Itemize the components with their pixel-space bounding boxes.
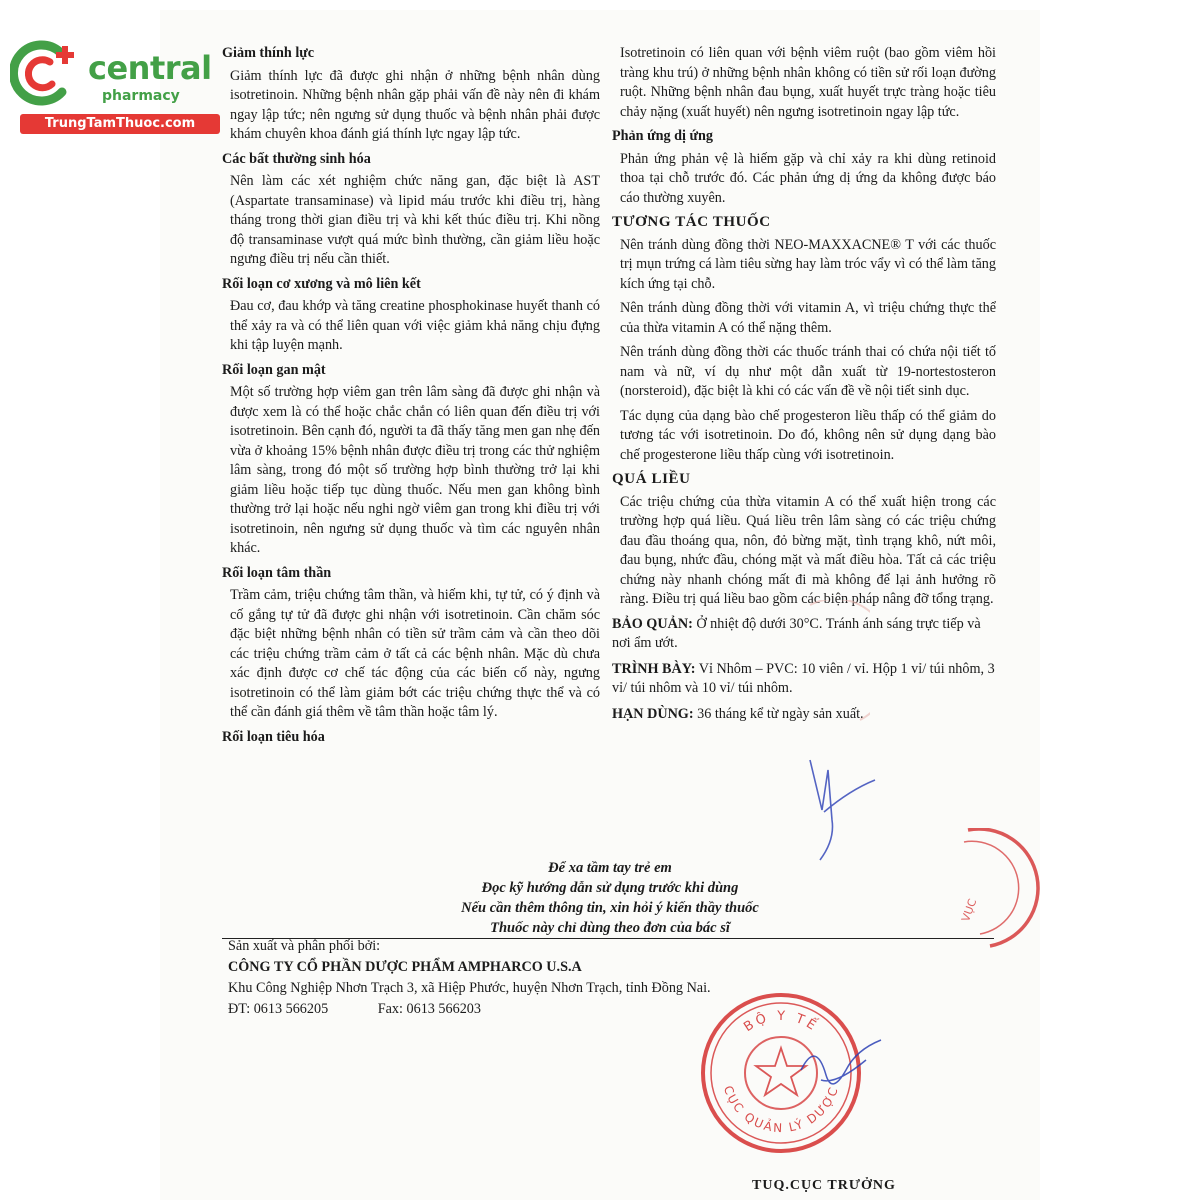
notice-line: Đọc kỹ hướng dẫn sử dụng trước khi dùng: [481, 880, 739, 896]
partial-stamp-text: VỤC: [959, 897, 980, 924]
logo-brand: central: [88, 49, 212, 87]
section-heading: Phản ứng dị ứng: [612, 128, 714, 144]
section-body: Một số trường hợp viêm gan trên lâm sàng đã được ghi nhận và được xem là có thể hoặc chắc chắn có liên quan đến điều trị với isotretinoin. Bên cạnh đó, người ta đã thấy tăng men gan nhẹ đến vừa ở khoảng 15% bệnh nhân được điều trị trong các thử nghiệm lâm sàng, trong đó một số trường hợp bình thường trở lại khi giảm liều hoặc tiếp tục dùng thuốc. Nếu men gan không bình thường trở lại hoặc nếu nghi ngờ viêm gan trong khi điều trị với isotretinoin, nên ngưng sử dụng thuốc và tìm các nguyên nhân khác.: [230, 384, 600, 556]
warning-notice: [222, 858, 998, 938]
manufacturer-phone: ĐT: 0613 566205: [228, 1001, 329, 1017]
section-body: Giảm thính lực đã được ghi nhận ở những bệnh nhân dùng isotretinoin. Những bệnh nhân gặp phải vấn đề này nên đi khám ngay lập tức; nên ngưng sử dụng thuốc và bệnh nhân phải được khám chuyên khoa đánh giá thính lực ngay lập tức.: [230, 67, 600, 142]
section-heading: Rối loạn cơ xương và mô liên kết: [222, 275, 421, 292]
manufacturer-fax: Fax: 0613 566203: [377, 1001, 481, 1017]
section-body: Phản ứng phản vệ là hiếm gặp và chỉ xảy ra khi dùng retinoid thoa tại chỗ trước đó. Các phản ứng dị ứng da không được báo cáo thường xuyên.: [620, 150, 996, 206]
notice-line: Thuốc này chỉ dùng theo đơn của bác sĩ: [490, 920, 730, 936]
stamp-signature-icon: [796, 1030, 886, 1100]
interactions-heading: TƯƠNG TÁC THUỐC: [612, 214, 771, 230]
logo-mark-icon: [10, 38, 80, 108]
section-heading: Rối loạn tiêu hóa: [222, 728, 325, 745]
partial-stamp-icon: [938, 828, 1058, 948]
interaction-paragraph: Nên tránh dùng đồng thời các thuốc tránh thai có chứa nội tiết tố nam và nữ, ví dụ như một dẫn xuất từ 19-nortestosteron (norsteroid), đặc biệt là khi có các vấn đề về nội tiết sinh dục.: [620, 344, 996, 399]
stamp-bottom-text: CỤC QUẢN LÝ DƯỢC: [720, 1083, 842, 1136]
presentation-label: TRÌNH BÀY:: [612, 660, 696, 677]
manufacturer-company: CÔNG TY CỔ PHẦN DƯỢC PHẨM AMPHARCO U.S.A: [228, 959, 582, 975]
section-heading: Rối loạn tâm thần: [222, 564, 332, 581]
section-heading: Giảm thính lực: [222, 45, 315, 61]
faint-stamp-mark-icon: [800, 600, 870, 730]
section-heading: Rối loạn gan mật: [222, 361, 326, 378]
section-body: Trầm cảm, triệu chứng tâm thần, và hiếm khi, tự tử, có ý định và cố gắng tự tử đã được ghi nhận với isotretinoin. Cần chăm sóc đặc biệt những bệnh nhân có tiền sử trầm cảm và cần theo dõi các triệu chứng trầm cảm ở tất cả các bệnh nhân. Mặc dù chưa xác định được cơ chế tác động của các biến cố này, ngưng isotretinoin có thể làm giảm bớt các triệu chứng thực thể và có thể cần đánh giá thêm về tâm thần hoặc tâm lý.: [230, 587, 600, 720]
storage-label: BẢO QUẢN:: [612, 615, 693, 632]
manufacturer-label: Sản xuất và phân phối bởi:: [228, 938, 381, 954]
presentation-text: Vỉ Nhôm – PVC: 10 viên / vỉ. Hộp 1 vỉ/ túi nhôm, 3 vỉ/ túi nhôm và 10 vỉ/ túi nhôm.: [612, 660, 995, 696]
stamp-top-text: BỘ Y TẾ: [741, 1008, 821, 1036]
section-body: Nên làm các xét nghiệm chức năng gan, đặc biệt là AST (Aspartate transaminase) và lipid máu trước khi điều trị, hàng tháng trong thời gian điều trị và khi kết thúc điều trị. Khi nồng độ transaminase vượt quá mức bình thường, cần giảm liều hoặc ngưng điều trị nếu cần thiết.: [230, 173, 600, 267]
manufacturer-address: Khu Công Nghiệp Nhơn Trạch 3, xã Hiệp Phước, huyện Nhơn Trạch, tỉnh Đồng Nai.: [228, 980, 711, 996]
central-pharmacy-logo[interactable]: [10, 38, 215, 138]
interaction-paragraph: Tác dụng của dạng bào chế progesteron liều thấp có thể giảm do tương tác với isotretinoin. Do đó, không nên sử dụng dạng bào chế progesterone liều thấp cùng với isotretinoin.: [620, 407, 996, 463]
expiry-label: HẠN DÙNG:: [612, 705, 694, 722]
left-column: [222, 44, 600, 750]
footer-cut-text: TUQ.CỤC TRƯỞNG: [752, 1178, 896, 1193]
section-body: Isotretinoin có liên quan với bệnh viêm ruột (bao gồm viêm hồi tràng khu trú) ở những bệnh nhân không có tiền sử rối loạn đường ruột. Những bệnh nhân đau bụng, xuất huyết trực tràng hoặc tiêu chảy nặng (xuất huyết) nên ngưng isotretinoin ngay lập tức.: [620, 45, 996, 120]
section-body: Đau cơ, đau khớp và tăng creatine phosphokinase huyết thanh có thể xảy ra và có thể liên quan với việc giảm khả năng chịu đựng khi tập luyện mạnh.: [230, 298, 600, 353]
logo-website[interactable]: TrungTamThuoc.com: [20, 114, 220, 134]
notice-line: Để xa tầm tay trẻ em: [548, 860, 672, 876]
notice-line: Nếu cần thêm thông tin, xin hỏi ý kiến thầy thuốc: [461, 900, 759, 916]
overdose-heading: QUÁ LIỀU: [612, 471, 691, 487]
section-heading: Các bất thường sinh hóa: [222, 150, 371, 167]
interaction-paragraph: Nên tránh dùng đồng thời NEO-MAXXACNE® T với các thuốc trị mụn trứng cá làm tiêu sừng hay làm tróc vẩy vì có thể làm tăng kích ứng tại chỗ.: [620, 236, 996, 292]
interaction-paragraph: Nên tránh dùng đồng thời với vitamin A, vì triệu chứng thực thể của thừa vitamin A có thể nặng thêm.: [620, 300, 996, 336]
overdose-body: Các triệu chứng của thừa vitamin A có thể xuất hiện trong các trường hợp quá liều. Quá liều trên lâm sàng có các triệu chứng đau đầu thoáng qua, nôn, đỏ bừng mặt, tình trạng khô, nứt môi, đau bụng, nhức đầu, chóng mặt và mất điều hòa. Tất cả các triệu chứng này nhanh chóng mất đi mà không để lại ảnh hưởng rõ ràng. Điều trị quá liều bao gồm các biện pháp nâng đỡ tổng trạng.: [620, 493, 996, 607]
logo-subtitle: pharmacy: [102, 88, 180, 104]
expiry-text: 36 tháng kể từ ngày sản xuất.: [697, 705, 864, 722]
storage-text: Ở nhiệt độ dưới 30°C. Tránh ánh sáng trực tiếp và nơi ẩm ướt.: [612, 615, 981, 651]
signature-icon: [780, 750, 890, 870]
